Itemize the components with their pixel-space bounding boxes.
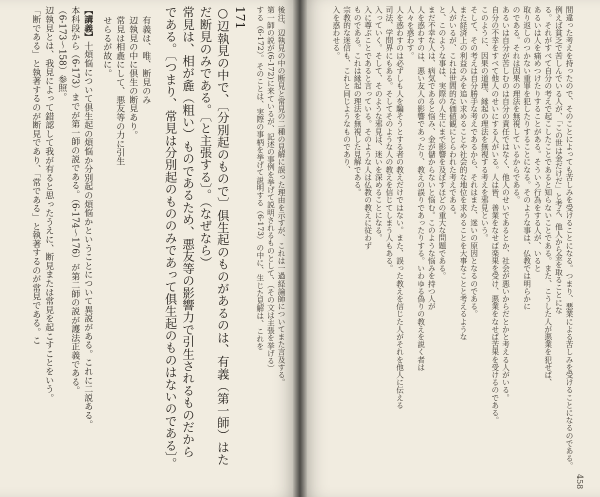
- original-text-quote: 有義は、唯、断見のみ: [140, 16, 151, 104]
- commentary-text: 十煩悩について倶生起の煩悩か分別起の煩悩かということについて異説がある。これに二説ある。: [82, 41, 93, 429]
- commentary-top-line: 第一師の説が(6-172)に来ているが、記述の事例を挙げて説明されるものとして、（その文は主張を挙げる）: [266, 6, 276, 373]
- left-page-columns: [6, 6, 286, 489]
- commentary-line: （6-173～158）参照。: [56, 6, 67, 101]
- body-line: 入に尊ぶことであると言っている。そのような人は仏教の教えに従わず: [363, 6, 373, 250]
- body-line: あるいは自分が苦しむのは自分の責任ではなく、他人のせいであるとか、社会が悪いからだとかと考える人がいる。: [501, 6, 511, 402]
- page-number: 458: [575, 473, 584, 489]
- body-line: まだ不幸な人は、病気であると悩み、金が儲からないと悩む。このような悩みを持つ人が: [427, 6, 437, 310]
- body-line: 人々を惑わす。: [406, 6, 416, 60]
- commentary-line: 辺執見とは、我見によって錯認して我が有ると思ったうえに、断見または常見を起こすことをいう。: [43, 6, 54, 402]
- body-line: また経済上の利益のみを追い求めることや社会的な地位を求めることを大事なことと考えるような: [459, 6, 469, 341]
- body-line: 間違った考えを持ったので、そのことによっても苦しみを受けることになる。つまり、悪業による苦しみを受けることになるのである。: [565, 6, 574, 470]
- commentary-line: 「断である」と執著するのが断見であり、「常である」と執著するのが常見である。こ: [30, 6, 41, 345]
- body-line: あるいは人を痛めつけたりすることがある。そういう行為をする人が、いると: [533, 6, 543, 272]
- body-line: 入っていく。そして、そのような邪見は、迷いを深めることになる。: [374, 6, 384, 242]
- body-line: 宗教的な迷信も、これと同じようなものであり、: [342, 6, 352, 174]
- body-line: る。それがすべて自分の考えで起こしたことであると知らないことである。また、こうした人が悪業を犯せば、: [543, 6, 553, 386]
- body-line: 司法、学問界にもある。そしてそのような人の教えを信じてしまう人もある。: [384, 6, 394, 272]
- body-line: 自分の不幸をすべて他人のせいにする人がいる。人は皆、善業をなせば楽果を受け、悪業をなせば苦果を受けるのである。: [490, 6, 500, 424]
- body-line: ものである。これは縁起の理法を無視した見解である。: [353, 6, 363, 196]
- right-page: [300, 0, 600, 497]
- original-text-quote: 常見は相麁にして、悪友等の力に引生: [114, 16, 125, 166]
- body-line: 入を惑わせる。: [331, 6, 341, 60]
- verse-line: だ断見のみである。〔と主張する〕。（なぜなら）: [198, 6, 213, 269]
- body-line: のである。それは因果の理法を無視しているからである。: [512, 6, 522, 204]
- verse-line: 常見は、相が麁（粗い）ものであるため、悪友等の影響力で引生されるものだから: [181, 6, 196, 458]
- book-gutter: [293, 0, 307, 497]
- commentary-line: [80, 6, 93, 489]
- verse-number: 171: [233, 6, 248, 30]
- right-page-columns: [308, 6, 574, 489]
- commentary-top-line: 後注、辺執見の中の断見と常見の二種の見解に誤った理由を示すが、これは一過経論師についてまた言及する。: [277, 6, 286, 386]
- original-text-quote: せらるが故に。: [101, 16, 112, 78]
- verse-line: である。〔つまり、常見は分別起のもののみであって俱生起のものはないのである〕。: [163, 6, 178, 470]
- body-line: 人を惑わすのは必ずしも人を騙そうとする者の教えだけではない。また、誤った教えを信じた人がそれを他人に伝える: [395, 6, 405, 409]
- commentary-line: 本科段から（6-173）までが第一師の説である。（6-174～176）が第二師の説が護法正義である。: [69, 6, 80, 395]
- body-line: と、このような事は、実際の人生にまで影響を及ぼすほどの重大な問題である。: [437, 6, 447, 280]
- body-line: このように、因果の道理、縁起の理法を無視する考えを邪見という。: [480, 6, 490, 242]
- body-line: そして、その考えは自分勝手な考えであるから、それはまた、迷いの原因となるのである。: [469, 6, 479, 318]
- commentary-top-line: する（6-172）。そのことは、実際の事柄を挙げて説明する（6-173）の中に、生じた見解は、これを: [255, 6, 265, 350]
- body-line: 例えば貧乏で苦しんでいる人が、「この世は金だけだ」と考え、他人から金を取ることにな: [554, 6, 564, 314]
- commentary-heading: 【講義】: [82, 6, 93, 42]
- body-line: 取り返しのつかない重罪を犯したりすることになる。そのような事は、仏教では明らかに: [522, 6, 532, 310]
- original-text-quote: 辺執見の中に倶生の断見あり。: [127, 16, 138, 140]
- verse-line: ○辺執見の中で、〔分別起のもので〕俱生起のものがあるのは、有義（第一師）はた: [215, 6, 230, 466]
- body-line: 人がいるが、これは世間的な価値観にとらわれた考えである。: [448, 6, 458, 219]
- spacer: [151, 6, 161, 489]
- body-line: 人を惑わすのは、悪い友人の影響であったり、教えの誤りであったりする。いわゆる偽りの教えを説く者は: [416, 6, 426, 371]
